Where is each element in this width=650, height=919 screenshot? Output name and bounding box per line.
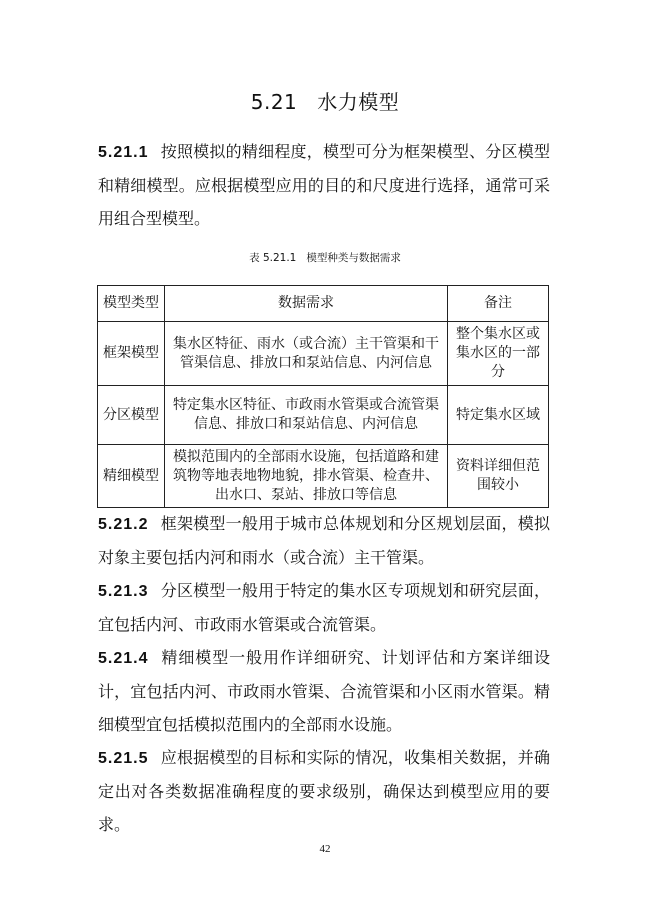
row-data-requirement: 集水区特征、雨水（或合流）主干管渠和干管渠信息、排放口和泵站信息、内河信息 <box>165 322 448 386</box>
clause-number: 5.21.4 <box>98 650 149 667</box>
row-model-type: 框架模型 <box>98 322 165 386</box>
section-title <box>0 86 650 115</box>
table-row <box>98 322 549 386</box>
clause-text: 框架模型一般用于城市总体规划和分区规划层面，模拟对象主要包括内河和雨水（或合流）主干管渠。 <box>98 514 550 567</box>
page-number: 42 <box>319 843 331 855</box>
row-data-requirement: 特定集水区特征、市政雨水管渠或合流管渠信息、排放口和泵站信息、内河信息 <box>165 386 448 445</box>
clause-text: 按照模拟的精细程度，模型可分为框架模型、分区模型和精细模型。应根据模型应用的目的和尺度进行选择，通常可采用组合型模型。 <box>98 142 550 228</box>
header-model-type: 模型类型 <box>98 286 165 322</box>
clause-number: 5.21.5 <box>98 750 149 767</box>
clause-5-21-1 <box>98 135 550 235</box>
header-data-requirement: 数据需求 <box>165 286 448 322</box>
table-caption-title: 模型种类与数据需求 <box>306 252 401 264</box>
row-model-type: 精细模型 <box>98 445 165 508</box>
clause-5-21-4 <box>98 641 550 741</box>
section-title-text: 水力模型 <box>317 90 400 114</box>
table-caption <box>0 250 650 265</box>
header-remarks: 备注 <box>448 286 549 322</box>
row-remarks: 特定集水区域 <box>448 386 549 445</box>
clause-number: 5.21.2 <box>98 516 149 533</box>
clause-5-21-3 <box>98 574 550 641</box>
table-header-row <box>98 286 549 322</box>
table-caption-number: 表 5.21.1 <box>249 252 297 264</box>
row-data-requirement: 模拟范围内的全部雨水设施，包括道路和建筑物等地表地物地貌，排水管渠、检查井、出水口、泵站、排放口等信息 <box>165 445 448 508</box>
clause-text: 分区模型一般用于特定的集水区专项规划和研究层面，宜包括内河、市政雨水管渠或合流管渠。 <box>98 581 550 634</box>
clause-number: 5.21.3 <box>98 583 149 600</box>
row-model-type: 分区模型 <box>98 386 165 445</box>
clause-text: 应根据模型的目标和实际的情况，收集相关数据，并确定出对各类数据准确程度的要求级别，确保达到模型应用的要求。 <box>98 748 550 834</box>
table-row <box>98 445 549 508</box>
model-data-table <box>97 285 549 508</box>
clause-5-21-2 <box>98 507 550 574</box>
table-row <box>98 386 549 445</box>
clause-5-21-5 <box>98 741 550 841</box>
row-remarks: 资料详细但范围较小 <box>448 445 549 508</box>
clause-number: 5.21.1 <box>98 144 149 161</box>
section-number: 5.21 <box>250 90 298 114</box>
clause-text: 精细模型一般用作详细研究、计划评估和方案详细设计，宜包括内河、市政雨水管渠、合流管渠和小区雨水管渠。精细模型宜包括模拟范围内的全部雨水设施。 <box>98 648 550 734</box>
row-remarks: 整个集水区或集水区的一部分 <box>448 322 549 386</box>
